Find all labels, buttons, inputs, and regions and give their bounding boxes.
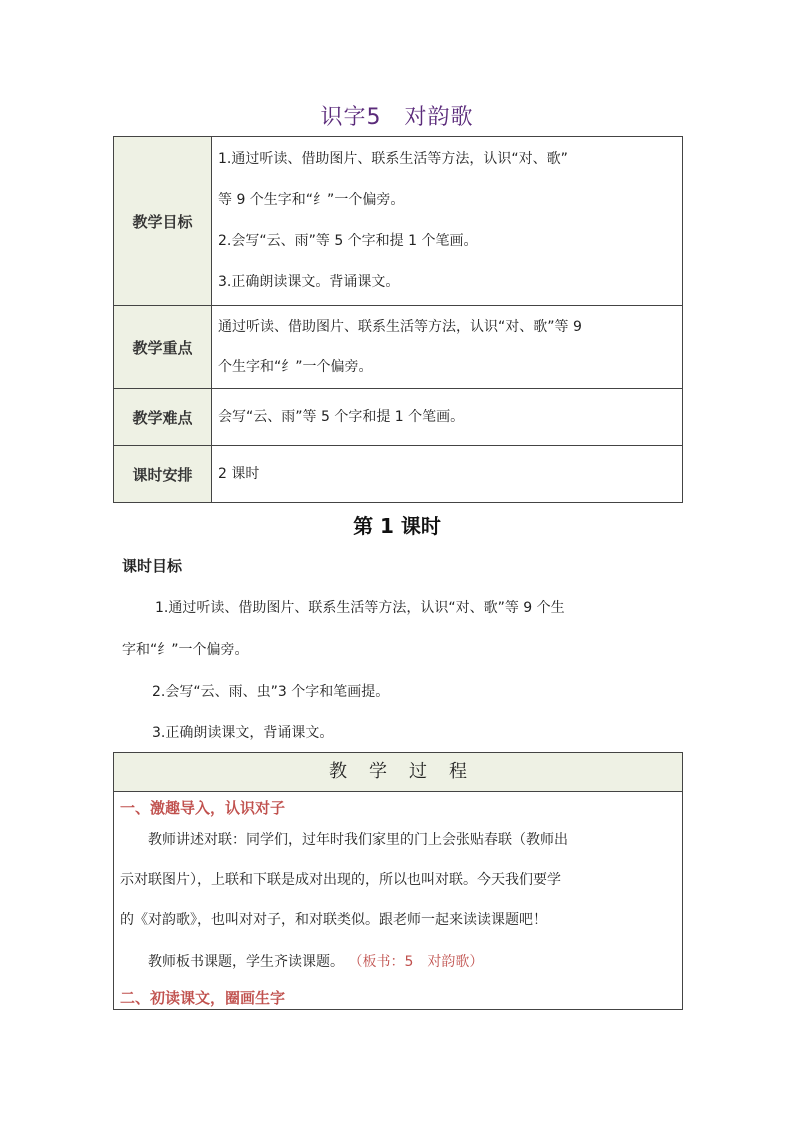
section-title: 第 1 课时 xyxy=(353,514,441,538)
row-label-difficulties: 教学难点 xyxy=(114,389,212,446)
row-content-difficulties xyxy=(212,389,683,446)
process-paragraph xyxy=(114,940,682,984)
objective-line: 3.正确朗读课文。背诵课文。 xyxy=(218,274,400,290)
board-note: （板书：5 对韵歌） xyxy=(348,954,484,970)
schedule-line: 2 课时 xyxy=(218,465,260,482)
teaching-process-box xyxy=(113,752,683,1010)
goal-line: 字和“纟”一个偏旁。 xyxy=(122,642,249,658)
process-text: 教师板书课题，学生齐读课题。 xyxy=(148,954,344,970)
table-row xyxy=(114,389,683,446)
step-heading: 一、激趣导入，认识对子 xyxy=(120,799,286,817)
process-paragraph: 的《对韵歌》，也叫对对子，和对联类似。跟老师一起来读读课题吧！ xyxy=(120,912,547,928)
objective-line: 等 9 个生字和“纟”一个偏旁。 xyxy=(218,192,405,208)
row-content-key-points xyxy=(212,306,683,389)
lesson-info-table xyxy=(113,136,683,503)
objective-line: 1.通过听读、借助图片、联系生活等方法，认识“对、歌” xyxy=(218,151,568,167)
key-point-line: 个生字和“纟”一个偏旁。 xyxy=(218,359,373,375)
row-label-schedule: 课时安排 xyxy=(114,446,212,503)
row-content-objectives xyxy=(212,137,683,306)
table-row xyxy=(114,306,683,389)
process-paragraph: 教师讲述对联：同学们，过年时我们家里的门上会张贴春联（教师出 xyxy=(148,832,568,848)
table-row xyxy=(114,446,683,503)
row-label-key-points: 教学重点 xyxy=(114,306,212,389)
step-heading: 二、初读课文，圈画生字 xyxy=(120,989,286,1007)
page-title: 识字5 对韵歌 xyxy=(320,105,474,130)
process-header: 教学过程 xyxy=(114,753,682,792)
row-content-schedule xyxy=(212,446,683,503)
key-point-line: 通过听读、借助图片、联系生活等方法，认识“对、歌”等 9 xyxy=(218,319,582,335)
objective-line: 2.会写“云、雨”等 5 个字和提 1 个笔画。 xyxy=(218,233,478,249)
goal-line: 3.正确朗读课文，背诵课文。 xyxy=(152,725,334,741)
difficulty-line: 会写“云、雨”等 5 个字和提 1 个笔画。 xyxy=(218,408,465,425)
row-label-objectives: 教学目标 xyxy=(114,137,212,306)
process-paragraph: 示对联图片），上联和下联是成对出现的，所以也叫对联。今天我们要学 xyxy=(120,872,561,888)
goal-line: 1.通过听读、借助图片、联系生活等方法，认识“对、歌”等 9 个生 xyxy=(155,600,565,616)
table-row xyxy=(114,137,683,306)
goal-line: 2.会写“云、雨、虫”3 个字和笔画提。 xyxy=(152,684,390,700)
goals-heading: 课时目标 xyxy=(122,557,183,575)
